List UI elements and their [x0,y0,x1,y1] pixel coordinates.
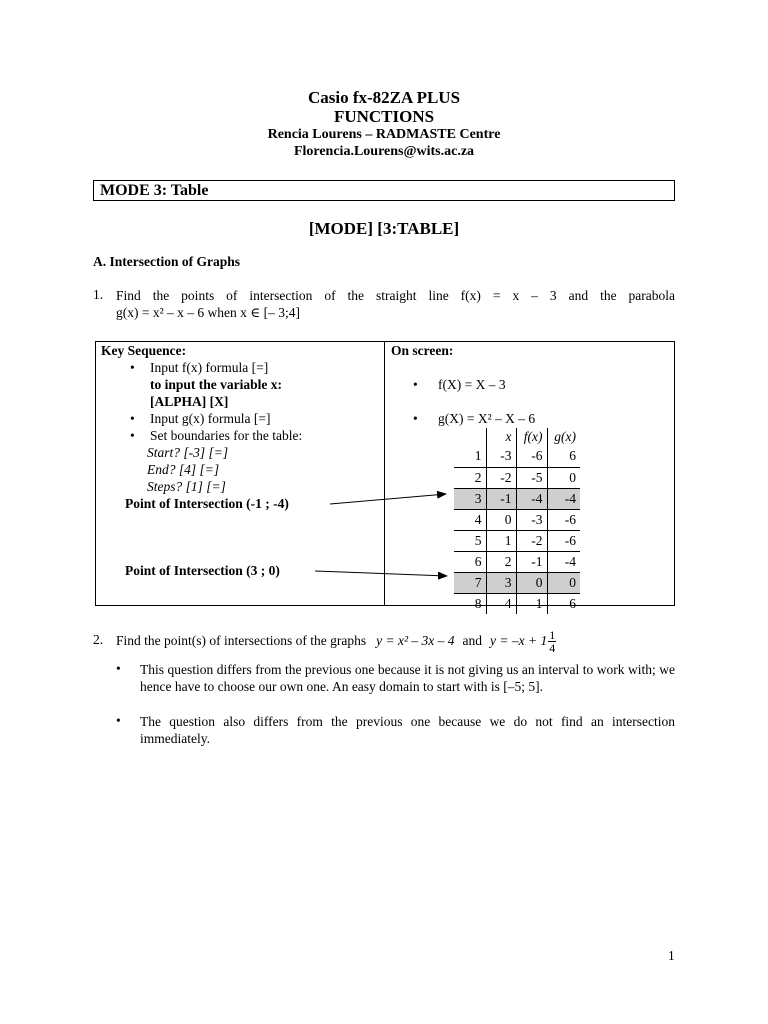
screen-f-formula: f(X) = X – 3 [438,377,506,392]
table-cell: 2 [486,551,516,572]
table-cell: 6 [569,595,576,611]
q2-number: 2. [93,632,104,647]
arrow-icon [315,571,447,576]
q2-line [116,624,556,658]
table-cell: 0 [547,572,580,593]
table-cell: 6 [547,446,580,467]
mode-keys: [MODE] [3:TABLE] [308,219,460,238]
table-header-cell: x [486,428,516,446]
key-step-1b: to input the variable x: [150,377,283,392]
author-email: Florencia.Lourens@wits.ac.za [293,144,475,159]
key-sequence-header: Key Sequence: [101,343,187,358]
key-step-1: Input f(x) formula [=] [150,360,269,375]
table-cell: 1 [486,530,516,551]
on-screen-header: On screen: [391,343,454,358]
table-cell: 6 [454,551,486,572]
table-cell: 0 [516,572,547,593]
document-title: Casio fx-82ZA PLUS [307,88,461,107]
q1-line1: Find the points of intersection of the straight line f(x) = x – 3 and the parabola [116,288,675,303]
document-subtitle: FUNCTIONS [333,107,435,126]
table-cell: -6 [547,530,580,551]
section-a-heading: A. Intersection of Graphs [93,254,240,269]
q2-fraction-denominator: 4 [549,640,556,655]
table-cell: 0 [486,509,516,530]
q2-bullet-2: The question also differs from the previous one because we do not find an intersection immediately. [140,714,675,746]
table-cell: -2 [486,467,516,488]
q2-bullet-1: This question differs from the previous one because it is not giving us an interval to work with; we hence have to choose our own one. An easy domain to start with is [–5; 5]. [140,662,675,694]
table-header-cell: g(x) [554,429,576,444]
table-cell: 4 [454,509,486,530]
bullet-icon: • [116,661,121,676]
q2-equation-1: y = x² – 3x – 4 [376,633,455,648]
table-cell: 3 [486,572,516,593]
table-cell: 4 [486,593,516,614]
bullet-icon: • [130,411,135,426]
table-header-cell: f(x) [516,428,547,446]
q2-equation-2: y = –x + 1 [489,633,548,648]
key-step-1c: [ALPHA] [X] [150,394,229,409]
table-cell: -4 [547,488,580,509]
q2-and: and [462,633,482,648]
page-number: 1 [668,948,675,963]
bullet-icon: • [413,411,418,426]
author-line: Rencia Lourens – RADMASTE Centre [267,127,501,142]
table-cell: -6 [547,509,580,530]
table-cell: 2 [454,467,486,488]
key-steps: Steps? [1] [=] [147,479,226,494]
bullet-icon: • [116,713,121,728]
table-cell: -6 [516,446,547,467]
q2-fraction-numerator: 1 [549,627,556,642]
q1-line2: g(x) = x² – x – 6 when x ∈ [– 3;4] [116,305,301,320]
table-cell: -5 [516,467,547,488]
bullet-icon: • [413,377,418,392]
table-cell: 3 [454,488,486,509]
bullet-icon: • [130,360,135,375]
intersection-label-1: Point of Intersection (-1 ; -4) [125,496,289,511]
table-cell: -3 [486,446,516,467]
bullet-icon: • [130,428,135,443]
key-start: Start? [-3] [=] [147,445,229,460]
screen-g-formula: g(X) = X² – X – 6 [438,411,536,426]
table-cell: -4 [547,551,580,572]
table-cell: 1 [516,593,547,614]
table-cell: -1 [516,551,547,572]
intersection-label-2: Point of Intersection (3 ; 0) [125,563,280,578]
key-step-3: Set boundaries for the table: [150,428,303,443]
table-cell: 8 [454,593,486,614]
table-cell: -2 [516,530,547,551]
table-cell: -4 [516,488,547,509]
q2-fraction [548,629,556,654]
table-cell: 5 [454,530,486,551]
key-end: End? [4] [=] [147,462,220,477]
table-cell: 0 [547,467,580,488]
table-cell: -3 [516,509,547,530]
q1-number: 1. [93,287,104,302]
mode-heading-box: MODE 3: Table [93,180,675,201]
key-step-2: Input g(x) formula [=] [150,411,271,426]
arrow-icon [330,494,446,504]
q2-text: Find the point(s) of intersections of the graphs [116,633,367,648]
table-cell: -1 [486,488,516,509]
table-cell: 7 [454,572,486,593]
table-cell: 1 [454,446,486,467]
